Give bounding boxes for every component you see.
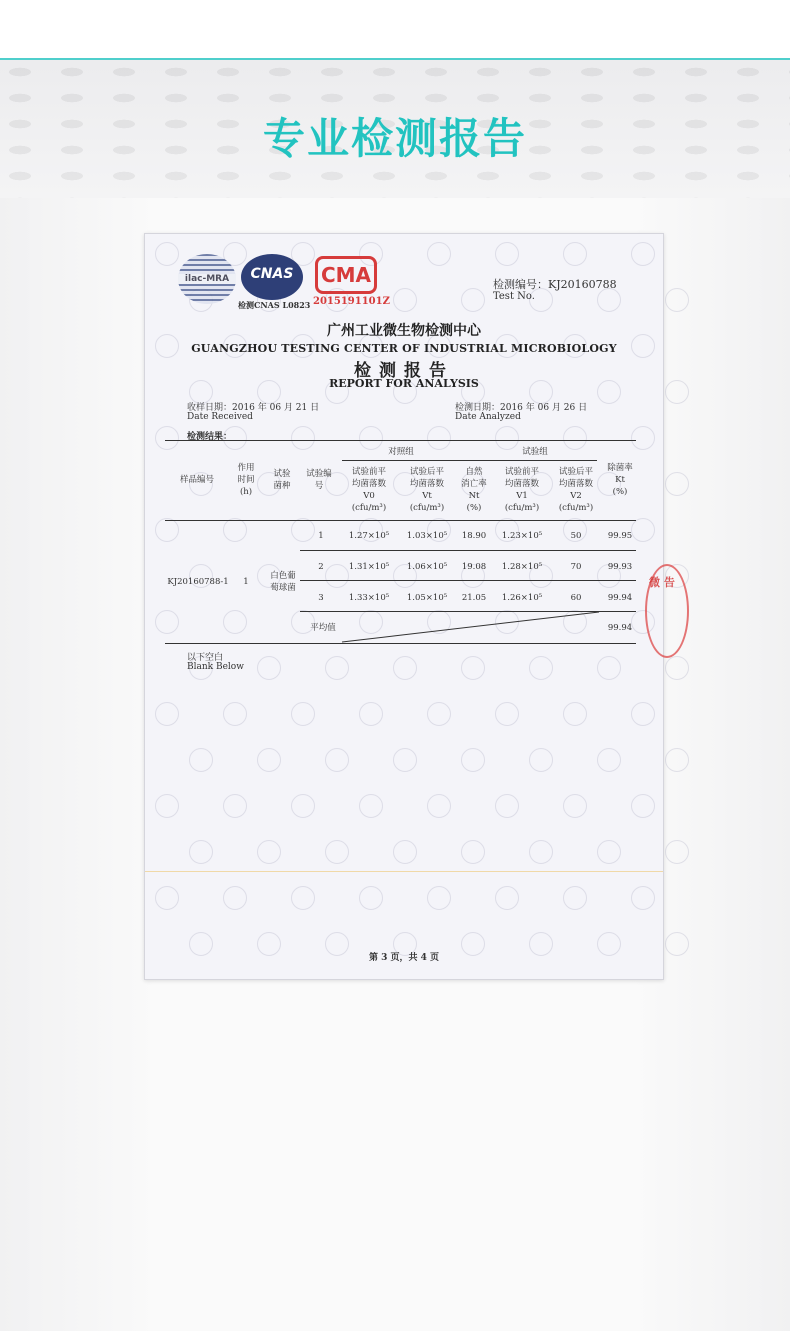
row-v1: 1.26×10⁵ xyxy=(501,593,543,603)
red-seal-stamp xyxy=(645,564,689,658)
watermark-mark xyxy=(155,702,179,726)
col-v1: 试验前平 均菌落数 V1 (cfu/m³) xyxy=(504,467,540,513)
row-v0: 1.31×10⁵ xyxy=(348,562,390,572)
col-v2: 试验后平 均菌落数 V2 (cfu/m³) xyxy=(558,467,594,513)
col-time: 作用 时间 (h) xyxy=(237,463,255,497)
watermark-mark xyxy=(393,288,417,312)
row-nt: 18.90 xyxy=(461,531,487,541)
watermark-mark xyxy=(529,840,553,864)
watermark-mark xyxy=(155,242,179,266)
date-received-en: Date Received xyxy=(187,412,253,422)
row-vt: 1.05×10⁵ xyxy=(406,593,448,603)
watermark-mark xyxy=(223,794,247,818)
watermark-mark xyxy=(291,794,315,818)
duration: 1 xyxy=(243,577,249,587)
watermark-mark xyxy=(495,794,519,818)
watermark-mark xyxy=(665,288,689,312)
sample-id: KJ20160788-1 xyxy=(167,577,229,587)
results-label: 检测结果： xyxy=(187,432,233,442)
watermark-mark xyxy=(631,794,655,818)
average-label: 平均值 xyxy=(310,623,336,633)
watermark-mark xyxy=(529,748,553,772)
org-name-cn: 广州工业微生物检测中心 xyxy=(327,323,481,339)
row-v1: 1.23×10⁵ xyxy=(501,531,543,541)
row-v2: 50 xyxy=(570,531,582,541)
report-number: 检测编号：KJ20160788 xyxy=(493,278,617,291)
col-test-no: 试验编 号 xyxy=(306,469,332,491)
row-no: 1 xyxy=(318,531,324,541)
watermark-mark xyxy=(359,794,383,818)
diagonal-line xyxy=(342,612,599,642)
watermark-mark xyxy=(223,518,247,542)
cma-logo xyxy=(315,256,377,294)
watermark-mark xyxy=(155,794,179,818)
watermark-mark xyxy=(155,426,179,450)
watermark-mark xyxy=(155,610,179,634)
date-analyzed-cn: 检测日期：2016 年 06 月 26 日 xyxy=(455,403,588,413)
test-report-document xyxy=(144,233,675,980)
cnas-logo xyxy=(241,254,303,300)
org-name-en: GUANGZHOU TESTING CENTER OF INDUSTRIAL MICROBIOLOGY xyxy=(191,342,617,355)
watermark-mark xyxy=(359,702,383,726)
row-no: 3 xyxy=(318,593,324,603)
watermark-mark xyxy=(291,886,315,910)
watermark-mark xyxy=(631,242,655,266)
watermark-mark xyxy=(359,886,383,910)
col-nt: 自然 消亡率 Nt (%) xyxy=(461,467,487,513)
col-kt: 除菌率 Kt (%) xyxy=(607,463,633,497)
watermark-mark xyxy=(597,656,621,680)
watermark-mark xyxy=(631,886,655,910)
watermark-mark xyxy=(155,518,179,542)
row-nt: 19.08 xyxy=(461,562,487,572)
watermark-mark xyxy=(393,656,417,680)
row-vt: 1.03×10⁵ xyxy=(406,531,448,541)
watermark-mark xyxy=(665,472,689,496)
watermark-mark xyxy=(665,380,689,404)
watermark-mark xyxy=(393,840,417,864)
watermark-mark xyxy=(665,932,689,956)
report-number-en: Test No. xyxy=(493,291,535,302)
row-rule-1 xyxy=(300,550,636,551)
blank-below-en: Blank Below xyxy=(187,662,244,672)
watermark-mark xyxy=(461,288,485,312)
row-kt: 99.93 xyxy=(607,562,633,572)
watermark-mark xyxy=(563,242,587,266)
row-no: 2 xyxy=(318,562,324,572)
col-v0: 试验前平 均菌落数 V0 (cfu/m³) xyxy=(351,467,387,513)
watermark-mark xyxy=(257,840,281,864)
watermark-mark xyxy=(563,702,587,726)
strain: 白色葡 萄球菌 xyxy=(270,571,296,593)
watermark-mark xyxy=(461,840,485,864)
row-v2: 60 xyxy=(570,593,582,603)
table-bottom-rule xyxy=(165,643,636,644)
row-v2: 70 xyxy=(570,562,582,572)
header-bottom-rule xyxy=(165,520,636,521)
cnas-logo-text: CNAS xyxy=(250,266,294,282)
watermark-mark xyxy=(223,702,247,726)
row-v0: 1.27×10⁵ xyxy=(348,531,390,541)
row-rule-2 xyxy=(300,580,636,581)
cnas-number: 检测CNAS L0823 xyxy=(238,300,311,310)
watermark-mark xyxy=(257,656,281,680)
row-v0: 1.33×10⁵ xyxy=(348,593,390,603)
watermark-mark xyxy=(495,886,519,910)
watermark-mark xyxy=(427,886,451,910)
watermark-mark xyxy=(461,656,485,680)
watermark-mark xyxy=(291,702,315,726)
page-number: 第 3 页，共 4 页 xyxy=(368,953,440,963)
watermark-mark xyxy=(189,748,213,772)
row-kt: 99.94 xyxy=(607,593,633,603)
average-diagonal-line xyxy=(342,611,600,643)
group-test-label: 试验组 xyxy=(522,447,548,457)
watermark-mark xyxy=(563,886,587,910)
footer-divider xyxy=(145,871,663,872)
watermark-mark xyxy=(257,748,281,772)
ilac-logo-text: ilac-MRA xyxy=(178,274,236,284)
watermark-mark xyxy=(427,702,451,726)
row-vt: 1.06×10⁵ xyxy=(406,562,448,572)
row-kt: 99.95 xyxy=(607,531,633,541)
watermark-mark xyxy=(291,426,315,450)
watermark-mark xyxy=(495,702,519,726)
blank-below-cn: 以下空白 xyxy=(187,653,224,663)
group-header-rule xyxy=(342,460,597,461)
table-top-rule xyxy=(165,440,636,441)
report-title-cn: 检测报告 xyxy=(354,361,454,381)
row-nt: 21.05 xyxy=(461,593,487,603)
watermark-mark xyxy=(427,794,451,818)
watermark-mark xyxy=(495,242,519,266)
ilac-mra-logo xyxy=(178,254,236,304)
average-value: 99.94 xyxy=(607,623,633,633)
col-strain: 试验 菌种 xyxy=(273,469,291,491)
watermark-mark xyxy=(631,702,655,726)
watermark-mark xyxy=(189,840,213,864)
date-received-cn: 收样日期：2016 年 06 月 21 日 xyxy=(187,403,320,413)
watermark-mark xyxy=(223,886,247,910)
watermark-mark xyxy=(393,748,417,772)
top-band xyxy=(0,0,790,58)
row-v1: 1.28×10⁵ xyxy=(501,562,543,572)
header-banner xyxy=(0,60,790,198)
cma-logo-text: CMA xyxy=(320,263,372,287)
watermark-mark xyxy=(427,242,451,266)
watermark-mark xyxy=(325,656,349,680)
col-sample: 样品编号 xyxy=(179,475,214,485)
watermark-mark xyxy=(461,748,485,772)
col-vt: 试验后平 均菌落数 Vt (cfu/m³) xyxy=(409,467,445,513)
watermark-mark xyxy=(631,426,655,450)
watermark-mark xyxy=(155,886,179,910)
watermark-mark xyxy=(223,610,247,634)
watermark-mark xyxy=(597,840,621,864)
watermark-mark xyxy=(325,748,349,772)
page-title: 专业检测报告 xyxy=(262,114,527,163)
group-control-label: 对照组 xyxy=(388,447,414,457)
watermark-mark xyxy=(563,794,587,818)
stamp-text: 微 告 xyxy=(649,576,675,589)
date-analyzed-en: Date Analyzed xyxy=(455,412,521,422)
watermark-mark xyxy=(325,840,349,864)
watermark-mark xyxy=(529,656,553,680)
watermark-mark xyxy=(665,840,689,864)
watermark-mark xyxy=(665,656,689,680)
watermark-mark xyxy=(665,748,689,772)
watermark-mark xyxy=(597,748,621,772)
cma-number: 2015191101Z xyxy=(313,296,390,307)
report-title-en: REPORT FOR ANALYSIS xyxy=(329,377,479,390)
